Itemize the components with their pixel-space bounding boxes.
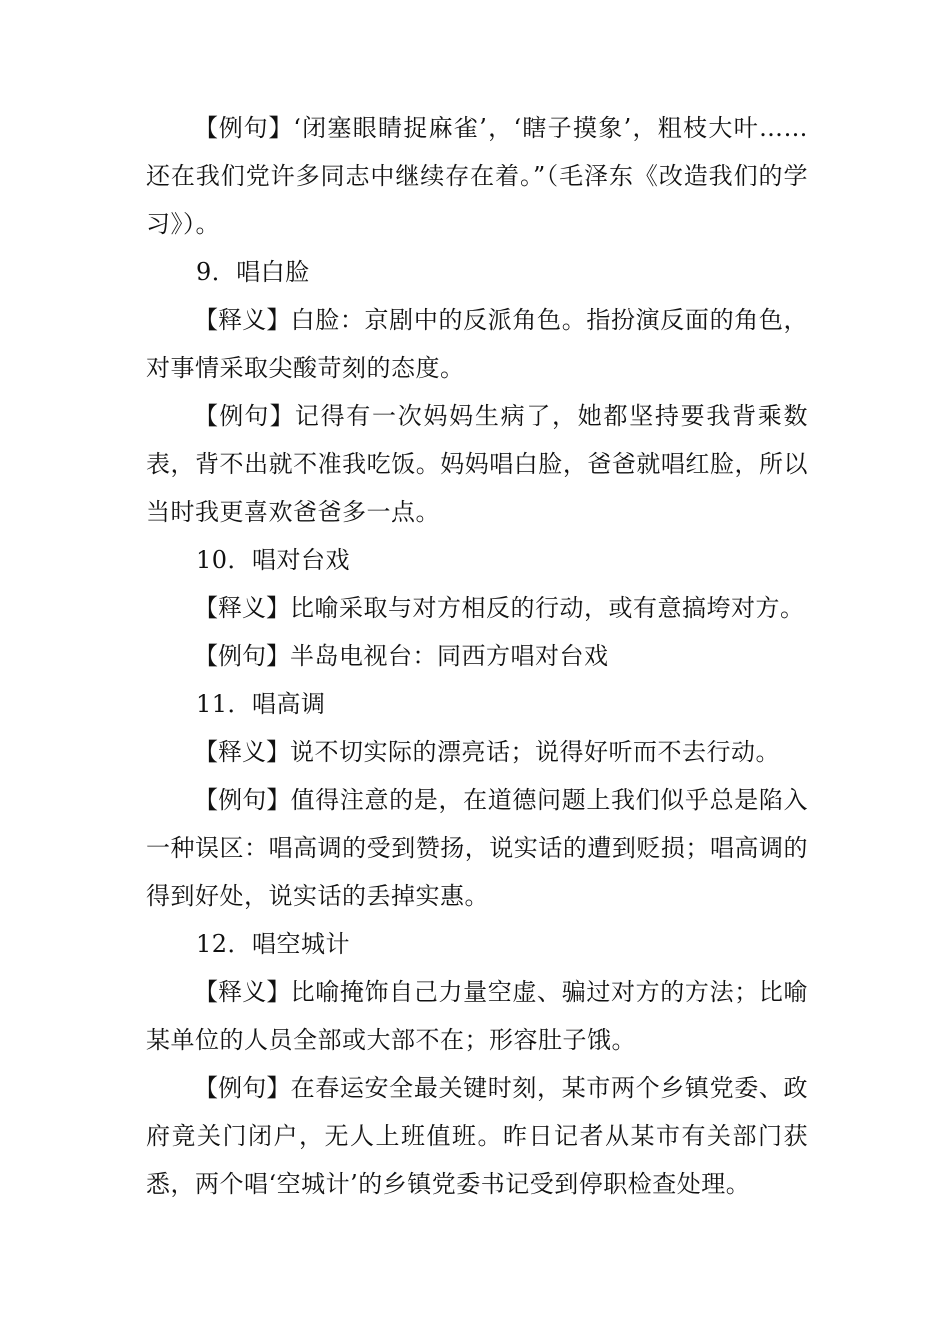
example-tag: 【例句】 xyxy=(194,1074,291,1102)
entry-heading: 12．唱空城计 xyxy=(196,930,351,958)
example-text: 值得注意的是，在道德问题上我们似乎总是陷入一种误区：唱高调的受到赞扬，说实话的遭到贬损；唱高调的得到好处，说实话的丢掉实惠。 xyxy=(146,786,809,910)
document-page xyxy=(146,104,808,1208)
example-text: ‘闭塞眼睛捉麻雀’，‘瞎子摸象’，粗枝大叶……还在我们党许多同志中继续存在着。”（毛泽东《改造我们的学习》）。 xyxy=(146,114,809,238)
definition-tag: 【释义】 xyxy=(194,738,290,766)
example-text: 在春运安全最关键时刻，某市两个乡镇党委、政府竟关门闭户，无人上班值班。昨日记者从某市有关部门获悉，两个唱‘空城计’的乡镇党委书记受到停职检查处理。 xyxy=(146,1074,809,1198)
example-paragraph xyxy=(146,104,808,248)
definition-paragraph xyxy=(146,728,808,776)
example-paragraph xyxy=(146,632,808,680)
definition-text: 比喻采取与对方相反的行动，或有意搞垮对方。 xyxy=(290,594,805,622)
definition-text: 比喻掩饰自己力量空虚、骗过对方的方法；比喻某单位的人员全部或大部不在；形容肚子饿。 xyxy=(146,978,809,1054)
definition-text: 说不切实际的漂亮话；说得好听而不去行动。 xyxy=(290,738,780,766)
definition-paragraph xyxy=(146,584,808,632)
entry-heading: 9．唱白脸 xyxy=(196,258,310,286)
example-paragraph xyxy=(146,392,808,536)
entry-heading: 11．唱高调 xyxy=(196,690,326,718)
example-text: 记得有一次妈妈生病了，她都坚持要我背乘数表，背不出就不准我吃饭。妈妈唱白脸，爸爸就唱红脸，所以当时我更喜欢爸爸多一点。 xyxy=(146,402,809,526)
example-tag: 【例句】 xyxy=(194,642,290,670)
example-paragraph xyxy=(146,1064,808,1208)
definition-text: 白脸：京剧中的反派角色。指扮演反面的角色，对事情采取尖酸苛刻的态度。 xyxy=(146,306,809,382)
example-tag: 【例句】 xyxy=(194,786,291,814)
definition-paragraph xyxy=(146,968,808,1064)
example-tag: 【例句】 xyxy=(194,114,294,142)
entry-heading: 10．唱对台戏 xyxy=(196,546,351,574)
definition-tag: 【释义】 xyxy=(194,978,291,1006)
example-paragraph xyxy=(146,776,808,920)
example-tag: 【例句】 xyxy=(194,402,295,430)
definition-tag: 【释义】 xyxy=(194,306,291,334)
example-text: 半岛电视台：同西方唱对台戏 xyxy=(290,642,609,670)
definition-tag: 【释义】 xyxy=(194,594,290,622)
definition-paragraph xyxy=(146,296,808,392)
